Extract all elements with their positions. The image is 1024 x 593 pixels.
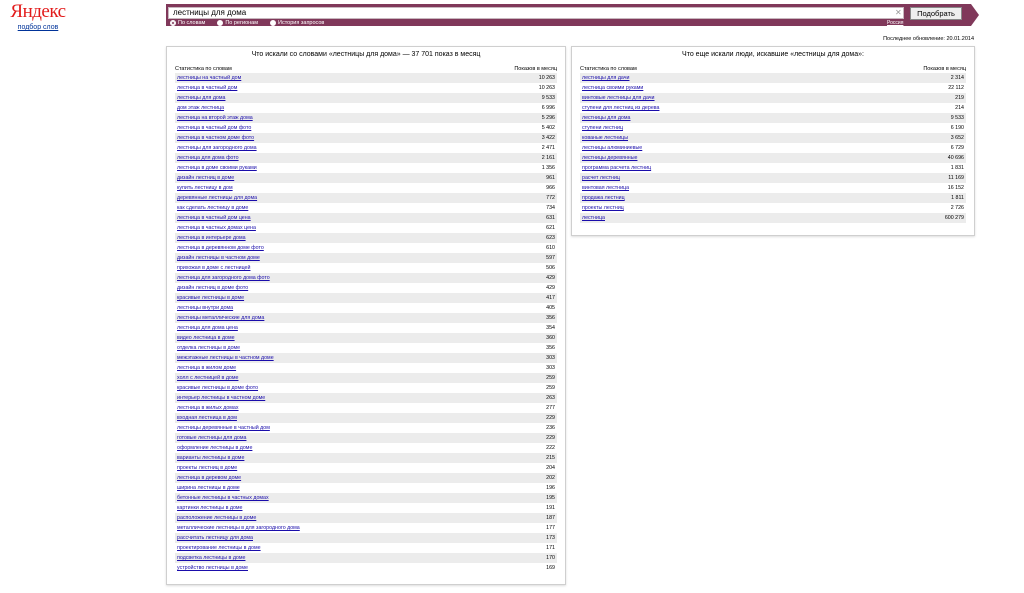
query-link[interactable]: лестница в интерьере дома [177,235,246,241]
count-value: 6 729 [950,145,964,151]
table-row [580,183,966,193]
left-column-header [175,65,557,73]
query-link[interactable]: дизайн лестниц в доме [177,175,235,181]
count-value: 215 [546,455,555,461]
count-value: 429 [546,285,555,291]
count-value: 6 996 [541,105,555,111]
query-link[interactable]: лестница своими руками [582,85,644,91]
count-value: 229 [546,435,555,441]
query-link[interactable]: ступени лестниц [582,125,623,131]
count-column-header: Показов в месяц [514,66,557,72]
count-value: 3 652 [950,135,964,141]
count-value: 169 [546,565,555,571]
count-value: 734 [546,205,555,211]
query-link[interactable]: лестницы на частный дом [177,75,242,81]
radio-icon[interactable] [270,20,276,26]
count-value: 417 [546,295,555,301]
query-link[interactable]: ступени для лестниц из дерева [582,105,660,111]
query-link[interactable]: лестница для дома цена [177,325,238,331]
query-link[interactable]: интерьер лестницы в частном доме [177,395,266,401]
table-row [175,423,557,433]
count-value: 3 422 [541,135,555,141]
table-row [175,213,557,223]
radio-icon[interactable] [170,20,176,26]
table-row [175,93,557,103]
query-link[interactable]: холл с лестницей в доме [177,375,239,381]
query-link[interactable]: бетонные лестницы в частных домах [177,495,269,501]
query-link[interactable]: видео лестница в доме [177,335,235,341]
table-row [175,283,557,293]
query-link[interactable]: дизайн лестниц в доме фото [177,285,249,291]
query-link[interactable]: лестницы для дома [177,95,226,101]
query-link[interactable]: оформление лестницы в доме [177,445,253,451]
table-row [175,173,557,183]
table-row [175,123,557,133]
query-column-header: Статистика по словам [580,66,637,72]
table-row [580,153,966,163]
count-value: 1 356 [541,165,555,171]
count-value: 506 [546,265,555,271]
query-link[interactable]: картинки лестницы в доме [177,505,243,511]
table-row [175,143,557,153]
count-value: 214 [955,105,964,111]
table-row [175,443,557,453]
query-link[interactable]: устройство лестницы в доме [177,565,248,571]
right-column-header [580,65,966,73]
query-link[interactable]: лестницы для загородного дома [177,145,257,151]
query-link[interactable]: лестница в деревянном доме фото [177,245,264,251]
query-link[interactable]: купить лестницу в дом [177,185,233,191]
query-link[interactable]: лестницы металлические для дома [177,315,265,321]
table-row [175,263,557,273]
table-row [175,323,557,333]
yandex-logo[interactable]: Яндекс [10,1,66,22]
count-value: 22 112 [948,85,964,91]
query-link[interactable]: лестница в жилом доме [177,365,237,371]
logo-block [8,2,68,31]
table-row [175,433,557,443]
table-row [175,553,557,563]
table-row [175,273,557,283]
table-row [175,543,557,553]
table-row [580,113,966,123]
table-row [580,103,966,113]
query-link[interactable]: лестница в частном доме фото [177,135,255,141]
count-value: 5 402 [541,125,555,131]
query-link[interactable]: расположение лестницы в доме [177,515,257,521]
count-value: 354 [546,325,555,331]
table-row [175,513,557,523]
query-link[interactable]: дизайн лестницы в частном доме [177,255,260,261]
count-value: 631 [546,215,555,221]
count-value: 259 [546,375,555,381]
count-column-header: Показов в месяц [923,66,966,72]
right-panel [571,46,975,236]
query-link[interactable]: лестница для дома фото [177,155,239,161]
count-value: 10 263 [538,75,555,81]
region-link[interactable]: Россия [887,20,904,26]
count-value: 303 [546,355,555,361]
table-row [175,313,557,323]
query-link[interactable]: деревянные лестницы для дома [177,195,258,201]
table-row [175,503,557,513]
query-link[interactable]: лестница в жилых домах [177,405,239,411]
count-value: 40 696 [947,155,964,161]
table-row [175,483,557,493]
count-value: 9 533 [541,95,555,101]
count-value: 9 533 [950,115,964,121]
query-link[interactable]: лестница в частный дом фото [177,125,252,131]
count-value: 277 [546,405,555,411]
query-link[interactable]: лестница в доме своими руками [177,165,257,171]
count-value: 5 296 [541,115,555,121]
count-value: 259 [546,385,555,391]
search-modes [170,20,324,26]
count-value: 966 [546,185,555,191]
query-link[interactable]: программа расчета лестниц [582,165,652,171]
count-value: 429 [546,275,555,281]
query-link[interactable]: лестница в частный дом [177,85,238,91]
left-panel [166,46,566,585]
table-row [175,253,557,263]
table-row [175,73,557,83]
table-row [175,163,557,173]
count-value: 10 263 [538,85,555,91]
count-value: 171 [546,545,555,551]
query-link[interactable]: лестницы для дома [582,115,631,121]
count-value: 356 [546,315,555,321]
table-row [175,403,557,413]
left-table [175,73,557,573]
query-link[interactable]: лестница [582,215,605,221]
query-link[interactable]: лестницы алюминиевые [582,145,643,151]
count-value: 177 [546,525,555,531]
query-link[interactable]: лестницы деревянные [582,155,638,161]
count-value: 610 [546,245,555,251]
count-value: 191 [546,505,555,511]
query-link[interactable]: красивые лестницы в доме [177,295,245,301]
count-value: 1 831 [950,165,964,171]
table-row [580,163,966,173]
query-link[interactable]: лестницы для дачи [582,75,630,81]
table-row [175,203,557,213]
count-value: 229 [546,415,555,421]
count-value: 170 [546,555,555,561]
query-link[interactable]: лестница для загородного дома фото [177,275,270,281]
table-row [175,353,557,363]
count-value: 6 190 [950,125,964,131]
search-button[interactable]: Подобрать [910,7,962,20]
table-row [580,93,966,103]
count-value: 196 [546,485,555,491]
query-link[interactable]: винтовые лестницы для дачи [582,95,655,101]
query-link[interactable]: дом этаж лестница [177,105,225,111]
table-row [175,493,557,503]
table-row [175,103,557,113]
query-link[interactable]: прихожая в доме с лестницей [177,265,251,271]
table-row [175,393,557,403]
last-updated: Последнее обновление: 20.01.2014 [883,36,974,42]
table-row [175,113,557,123]
count-value: 195 [546,495,555,501]
count-value: 2 726 [950,205,964,211]
table-row [580,123,966,133]
count-value: 11 169 [948,175,964,181]
query-link[interactable]: кованые лестницы [582,135,629,141]
right-table [580,73,966,223]
table-row [175,413,557,423]
query-link[interactable]: проектирование лестницы в доме [177,545,261,551]
query-link[interactable]: отделка лестницы в доме [177,345,241,351]
table-row [175,293,557,303]
table-row [175,153,557,163]
query-link[interactable]: красивые лестницы в доме фото [177,385,259,391]
clear-icon[interactable]: ✕ [895,8,902,17]
count-value: 222 [546,445,555,451]
query-column-header: Статистика по словам [175,66,232,72]
query-link[interactable]: расчет лестниц [582,175,620,181]
table-row [175,193,557,203]
query-link[interactable]: готовые лестницы для дома [177,435,247,441]
count-value: 202 [546,475,555,481]
right-panel-title: Что еще искали люди, искавшие «лестницы для дома»: [682,51,864,58]
table-row [175,563,557,573]
count-value: 623 [546,235,555,241]
count-value: 597 [546,255,555,261]
count-value: 1 811 [951,195,964,201]
table-row [175,343,557,353]
table-row [580,213,966,223]
count-value: 204 [546,465,555,471]
table-row [175,453,557,463]
query-link[interactable]: подсветка лестницы в доме [177,555,246,561]
table-row [175,223,557,233]
query-link[interactable]: лестница на второй этаж дома [177,115,253,121]
table-row [580,193,966,203]
table-row [175,243,557,253]
table-row [175,373,557,383]
query-link[interactable]: проекты лестниц в доме [177,465,238,471]
table-row [580,203,966,213]
search-input[interactable]: лестницы для дома [168,7,904,19]
mode-by-regions[interactable]: По регионам [217,20,258,26]
table-row [175,533,557,543]
left-panel-title: Что искали со словами «лестницы для дома» — 37 701 показ в месяц [251,51,481,58]
table-row [175,83,557,93]
table-row [175,183,557,193]
query-link[interactable]: лестницы деревянные в частный дом [177,425,270,431]
query-link[interactable]: межэтажные лестницы в частном доме [177,355,274,361]
count-value: 772 [546,195,555,201]
table-row [175,463,557,473]
count-value: 303 [546,365,555,371]
count-value: 600 279 [944,215,964,221]
mode-history[interactable]: История запросов [270,20,324,26]
count-value: 356 [546,345,555,351]
count-value: 16 152 [947,185,964,191]
count-value: 405 [546,305,555,311]
query-link[interactable]: варианты лестницы в доме [177,455,245,461]
count-value: 2 471 [541,145,555,151]
query-link[interactable]: лестница в деревом доме [177,475,242,481]
mode-by-words[interactable]: По словам [170,20,205,26]
count-value: 2 314 [950,75,964,81]
query-link[interactable]: как сделать лестницу в доме [177,205,249,211]
count-value: 263 [546,395,555,401]
table-row [580,143,966,153]
table-row [580,173,966,183]
count-value: 2 161 [541,155,555,161]
query-link[interactable]: продажа лестниц [582,195,625,201]
count-value: 961 [546,175,555,181]
table-row [175,233,557,243]
table-row [580,83,966,93]
query-link[interactable]: рассчитать лестницу для дома [177,535,253,541]
wordstat-link[interactable]: подбор слов [17,24,59,31]
query-link[interactable]: винтовая лестница [582,185,630,191]
query-link[interactable]: металлические лестницы в для загородного дома [177,525,300,531]
query-link[interactable]: входная лестница в дом [177,415,237,421]
table-row [175,383,557,393]
table-row [175,363,557,373]
table-row [580,133,966,143]
radio-icon[interactable] [217,20,223,26]
count-value: 360 [546,335,555,341]
table-row [175,133,557,143]
count-value: 219 [955,95,964,101]
count-value: 187 [546,515,555,521]
query-link[interactable]: лестница в частных домах цена [177,225,256,231]
table-row [580,73,966,83]
query-link[interactable]: лестница в частный дом цена [177,215,251,221]
table-row [175,473,557,483]
table-row [175,333,557,343]
table-row [175,303,557,313]
count-value: 173 [546,535,555,541]
query-link[interactable]: ширина лестницы в доме [177,485,240,491]
count-value: 621 [546,225,555,231]
query-link[interactable]: проекты лестниц [582,205,624,211]
table-row [175,523,557,533]
count-value: 236 [546,425,555,431]
query-link[interactable]: лестницы внутри дома [177,305,234,311]
